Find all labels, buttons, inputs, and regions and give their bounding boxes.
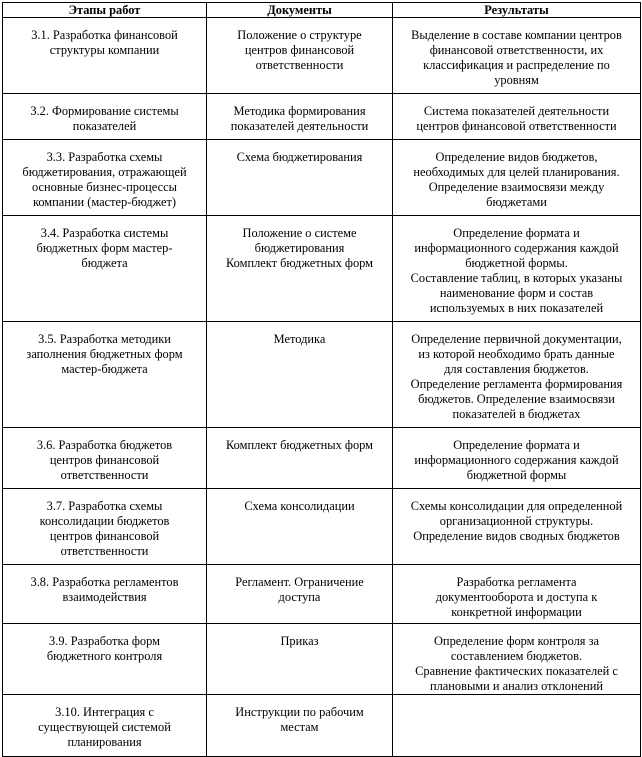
stage-line: бюджета bbox=[81, 256, 128, 270]
documents-cell bbox=[207, 624, 393, 695]
stage-line: 3.3. Разработка схемы bbox=[46, 150, 163, 164]
result-line: информационного содержания каждой bbox=[414, 241, 619, 255]
result-line: Определение формата и bbox=[453, 438, 580, 452]
result-line: центров финансовой ответственности bbox=[416, 119, 617, 133]
document-line: Методика bbox=[273, 332, 326, 346]
stage-line: показателей bbox=[72, 119, 137, 133]
result-line: Определение регламента формирования bbox=[410, 377, 623, 391]
table-row bbox=[3, 94, 641, 140]
document-line: Схема консолидации bbox=[244, 499, 355, 513]
stage-line: бюджетного контроля bbox=[46, 649, 163, 663]
stage-line: 3.8. Разработка регламентов bbox=[30, 575, 179, 589]
documents-cell bbox=[207, 140, 393, 216]
results-cell bbox=[393, 140, 641, 216]
table-row bbox=[3, 565, 641, 624]
stage-cell bbox=[3, 216, 207, 322]
documents-cell bbox=[207, 322, 393, 428]
results-cell bbox=[393, 428, 641, 489]
document-line: Регламент. Ограничение bbox=[235, 575, 364, 589]
result-line: Составление таблиц, в которых указаны bbox=[410, 271, 623, 285]
document-line: Положение о структуре bbox=[237, 28, 362, 42]
documents-cell bbox=[207, 18, 393, 94]
header-documents: Документы bbox=[207, 3, 393, 18]
result-line: необходимых для целей планирования. bbox=[413, 165, 620, 179]
stage-line: 3.10. Интеграция с bbox=[55, 705, 154, 719]
stage-line: заполнения бюджетных форм bbox=[26, 347, 183, 361]
document-line: Приказ bbox=[280, 634, 319, 648]
stage-line: 3.1. Разработка финансовой bbox=[31, 28, 178, 42]
table-row bbox=[3, 695, 641, 757]
document-line: Комплект бюджетных форм bbox=[226, 438, 373, 452]
results-cell bbox=[393, 489, 641, 565]
stage-cell bbox=[3, 695, 207, 757]
result-line: информационного содержания каждой bbox=[414, 453, 619, 467]
stage-line: компании (мастер-бюджет) bbox=[32, 195, 177, 209]
stage-line: мастер-бюджета bbox=[61, 362, 148, 376]
stage-line: 3.5. Разработка методики bbox=[38, 332, 171, 346]
stage-line: 3.6. Разработка бюджетов bbox=[36, 438, 173, 452]
table-row bbox=[3, 18, 641, 94]
stage-cell bbox=[3, 140, 207, 216]
result-line: Система показателей деятельности bbox=[423, 104, 610, 118]
documents-cell bbox=[207, 489, 393, 565]
document-line: местам bbox=[280, 720, 319, 734]
stage-line: 3.4. Разработка системы bbox=[40, 226, 169, 240]
result-line: бюджетной формы. bbox=[465, 256, 568, 270]
results-cell bbox=[393, 624, 641, 695]
table-row bbox=[3, 322, 641, 428]
result-line: Определение видов сводных бюджетов bbox=[413, 529, 620, 543]
result-line: уровням bbox=[494, 73, 539, 87]
results-cell bbox=[393, 18, 641, 94]
stage-line: структуры компании bbox=[49, 43, 160, 57]
table-row bbox=[3, 216, 641, 322]
results-cell bbox=[393, 322, 641, 428]
table-header-row bbox=[3, 3, 641, 18]
results-cell bbox=[393, 216, 641, 322]
stage-line: бюджетирования, отражающей bbox=[22, 165, 187, 179]
result-line: организационной структуры. bbox=[439, 514, 594, 528]
document-line: показателей деятельности bbox=[230, 119, 369, 133]
stage-line: основные бизнес-процессы bbox=[32, 180, 177, 194]
stage-line: планирования bbox=[67, 735, 142, 749]
results-cell bbox=[393, 695, 641, 757]
result-line: бюджетов. Определение взаимосвязи bbox=[418, 392, 615, 406]
table-row bbox=[3, 489, 641, 565]
result-line: показателей в бюджетах bbox=[452, 407, 581, 421]
result-line: для составления бюджетов. bbox=[444, 362, 589, 376]
document-line: Положение о системе bbox=[242, 226, 357, 240]
documents-cell bbox=[207, 216, 393, 322]
result-line: бюджетами bbox=[486, 195, 547, 209]
stage-line: 3.2. Формирование системы bbox=[30, 104, 179, 118]
result-line: бюджетной формы bbox=[466, 468, 567, 482]
budgeting-stages-table bbox=[2, 2, 641, 757]
document-line: Схема бюджетирования bbox=[236, 150, 363, 164]
result-line: плановыми и анализ отклонений bbox=[429, 679, 604, 693]
result-line: Определение первичной документации, bbox=[411, 332, 622, 346]
document-line: бюджетирования bbox=[254, 241, 345, 255]
documents-cell bbox=[207, 428, 393, 489]
stage-line: существующей системой bbox=[38, 720, 171, 734]
stage-line: центров финансовой bbox=[49, 529, 160, 543]
stage-cell bbox=[3, 489, 207, 565]
result-line: Сравнение фактических показателей с bbox=[415, 664, 618, 678]
stage-line: ответственности bbox=[60, 544, 149, 558]
table-row bbox=[3, 428, 641, 489]
result-line: Схемы консолидации для определенной bbox=[410, 499, 623, 513]
header-stages: Этапы работ bbox=[3, 3, 207, 18]
stage-cell bbox=[3, 94, 207, 140]
table-row bbox=[3, 140, 641, 216]
results-cell bbox=[393, 94, 641, 140]
stage-cell bbox=[3, 428, 207, 489]
result-line: наименование форм и состав bbox=[439, 286, 594, 300]
results-cell bbox=[393, 565, 641, 624]
table-row bbox=[3, 624, 641, 695]
stage-cell bbox=[3, 18, 207, 94]
header-results: Результаты bbox=[393, 3, 641, 18]
result-line: Определение формата и bbox=[453, 226, 580, 240]
stage-line: ответственности bbox=[60, 468, 149, 482]
documents-cell bbox=[207, 565, 393, 624]
result-line: классификация и распределение по bbox=[423, 58, 610, 72]
document-line: центров финансовой bbox=[244, 43, 355, 57]
result-line: используемых в них показателей bbox=[429, 301, 604, 315]
stage-line: взаимодействия bbox=[62, 590, 147, 604]
result-line: Выделение в составе компании центров bbox=[411, 28, 622, 42]
result-line: из которой необходимо брать данные bbox=[418, 347, 615, 361]
documents-cell bbox=[207, 695, 393, 757]
documents-cell bbox=[207, 94, 393, 140]
result-line: Разработка регламента bbox=[456, 575, 577, 589]
stage-line: бюджетных форм мастер- bbox=[36, 241, 173, 255]
stage-cell bbox=[3, 624, 207, 695]
document-line: Методика формирования bbox=[233, 104, 366, 118]
result-line: Определение форм контроля за bbox=[433, 634, 599, 648]
result-line: Определение взаимосвязи между bbox=[428, 180, 605, 194]
stage-line: центров финансовой bbox=[49, 453, 160, 467]
document-line: Комплект бюджетных форм bbox=[226, 256, 373, 270]
document-line: Инструкции по рабочим bbox=[235, 705, 364, 719]
result-line: Определение видов бюджетов, bbox=[435, 150, 598, 164]
result-line: финансовой ответственности, их bbox=[429, 43, 604, 57]
document-line: доступа bbox=[278, 590, 321, 604]
document-line: ответственности bbox=[255, 58, 344, 72]
stage-cell bbox=[3, 322, 207, 428]
stage-line: консолидации бюджетов bbox=[39, 514, 170, 528]
stage-line: 3.9. Разработка форм bbox=[49, 634, 160, 648]
stage-cell bbox=[3, 565, 207, 624]
result-line: составлением бюджетов. bbox=[450, 649, 583, 663]
result-line: документооборота и доступа к bbox=[435, 590, 598, 604]
stage-line: 3.7. Разработка схемы bbox=[46, 499, 163, 513]
result-line: конкретной информации bbox=[451, 605, 582, 619]
